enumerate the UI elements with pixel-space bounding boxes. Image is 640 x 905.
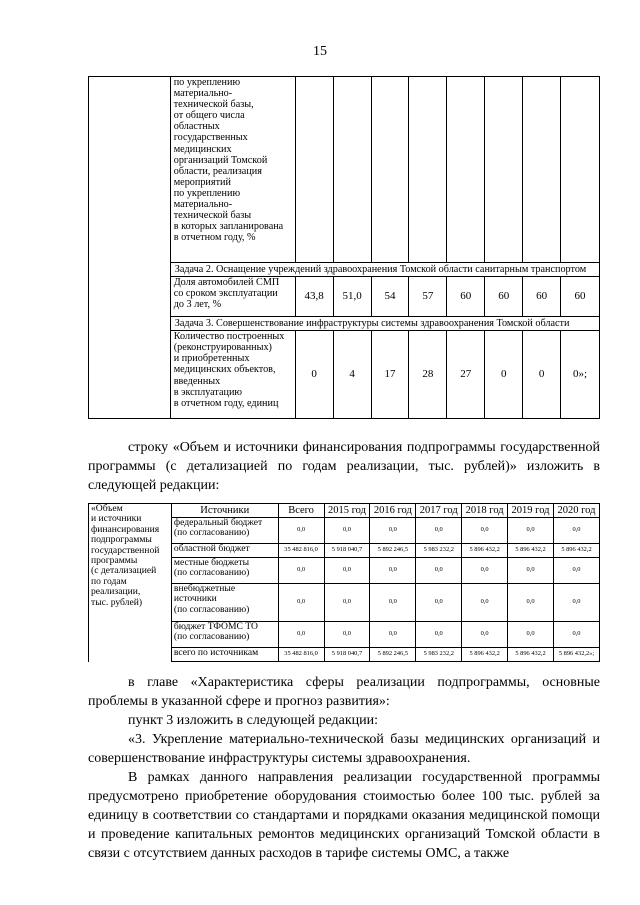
indicator1-name: по укреплению материально- технической базы, от общего числа областных государственных медицинских организаций Томской области, реализация мероприятий по укреплению материально- технической базы в которых запланирована в отчетном году, %: [170, 77, 295, 263]
funding-left-label: «Объем и источники финансирования подпрограммы государственной программы (с детализацией по годам реализации, тыс. рублей): [89, 504, 172, 662]
value-cell: 0,0: [416, 558, 462, 584]
value-cell: 0,0: [553, 584, 599, 622]
indicators-table: [88, 76, 600, 419]
task2-label: Задача 2. Оснащение учреждений здравоохранения Томской области санитарным транспортом: [170, 263, 599, 277]
value-cell: 60: [485, 277, 523, 317]
value-cell: 27: [447, 331, 485, 419]
empty-cell: [89, 77, 171, 419]
value-cell: 5 892 246,5: [370, 648, 416, 662]
value-cell: 0,0: [462, 622, 508, 648]
value-cell: 0,0: [324, 622, 370, 648]
value-cell: 5 896 432,2: [553, 544, 599, 558]
source-label: областной бюджет: [171, 544, 278, 558]
value-cell: 43,8: [295, 277, 333, 317]
value-cell: 0,0: [508, 558, 554, 584]
funding-header-row: [89, 504, 600, 518]
value-cell: 0,0: [462, 518, 508, 544]
value-cell: 0,0: [278, 518, 324, 544]
value-cell: 0,0: [278, 622, 324, 648]
value-cell: 0,0: [370, 622, 416, 648]
funding-table: [88, 503, 600, 662]
value-cell: 0,0: [508, 584, 554, 622]
value-cell: 0: [485, 331, 523, 419]
value-cell: 0,0: [370, 584, 416, 622]
paragraph-item3: пункт 3 изложить в следующей редакции:: [128, 713, 378, 728]
value-cell: 35 482 816,0: [278, 648, 324, 662]
value-cell: 5 983 232,2: [416, 544, 462, 558]
paragraph-body: В рамках данного направления реализации государственной программы предусмотрено приобретение оборудования стоимостью более 100 тыс. рублей за единицу в соответствии со стандартами и порядками оказания медицинской помощи и проведение капитальных ремонтов медицинских организаций Томской области в связи с отсутствием данных расходов в тарифе системы ОМС, а также: [88, 770, 600, 861]
value-cell: 54: [371, 277, 409, 317]
value-cell: 5 892 246,5: [370, 544, 416, 558]
indicator2-name: Доля автомобилей СМП со сроком эксплуатации до 3 лет, %: [170, 277, 295, 317]
indicator1-row: [89, 77, 600, 263]
value-cell: 60: [447, 277, 485, 317]
value-cell: 5 983 232,2: [416, 648, 462, 662]
value-cell: 5 918 040,7: [324, 648, 370, 662]
value-cell: 0,0: [324, 584, 370, 622]
source-label: федеральный бюджет (по согласованию): [171, 518, 278, 544]
value-cell: 17: [371, 331, 409, 419]
value-cell: 0,0: [370, 558, 416, 584]
page-number: 15: [313, 44, 327, 59]
header-year: 2018 год: [462, 504, 508, 518]
value-cell: 28: [409, 331, 447, 419]
value-cell: 0,0: [416, 584, 462, 622]
value-cell: 4: [333, 331, 371, 419]
header-year: 2017 год: [416, 504, 462, 518]
value-cell: 0,0: [462, 584, 508, 622]
header-sources: Источники: [171, 504, 278, 518]
value-cell: 5 896 432,2: [462, 648, 508, 662]
value-cell: 57: [409, 277, 447, 317]
value-cell: 0,0: [508, 622, 554, 648]
header-total: Всего: [278, 504, 324, 518]
value-cell: 5 896 432,2: [508, 648, 554, 662]
value-cell: 0,0: [278, 584, 324, 622]
value-cell: 0,0: [553, 558, 599, 584]
value-cell: 0,0: [416, 518, 462, 544]
header-year: 2016 год: [370, 504, 416, 518]
paragraph-funding-intro: строку «Объем и источники финансирования подпрограммы государственной программы (с детализацией по годам реализации, тыс. рублей)» изложить в следующей редакции:: [88, 440, 600, 493]
source-label: внебюджетные источники (по согласованию): [171, 584, 278, 622]
indicator3-name: Количество построенных (реконструированных) и приобретенных медицинских объектов, введенных в эксплуатацию в отчетном году, единиц: [170, 331, 295, 419]
value-cell: 35 482 816,0: [278, 544, 324, 558]
value-cell: 5 896 432,2: [462, 544, 508, 558]
value-cell: 0,0: [508, 518, 554, 544]
value-cell: 0,0: [462, 558, 508, 584]
value-cell: 0,0: [553, 518, 599, 544]
value-cell: 5 896 432,2»;: [553, 648, 599, 662]
header-year: 2015 год: [324, 504, 370, 518]
paragraph-chapter: в главе «Характеристика сферы реализации подпрограммы, основные проблемы в указанной сфере и прогноз развития»:: [88, 675, 600, 709]
value-cell: 0: [295, 331, 333, 419]
value-cell: 5 896 432,2: [508, 544, 554, 558]
value-cell: 60: [523, 277, 561, 317]
paragraph-heading3: «3. Укрепление материально-технической базы медицинских организаций и совершенствование инфраструктуры системы здравоохранения.: [88, 732, 600, 766]
value-cell: 0»;: [561, 331, 600, 419]
source-label: местные бюджеты (по согласованию): [171, 558, 278, 584]
value-cell: 5 918 040,7: [324, 544, 370, 558]
value-cell: 60: [561, 277, 600, 317]
value-cell: 0,0: [324, 518, 370, 544]
task3-label: Задача 3. Совершенствование инфраструктуры системы здравоохранения Томской области: [170, 317, 599, 331]
value-cell: 51,0: [333, 277, 371, 317]
value-cell: 0,0: [416, 622, 462, 648]
value-cell: 0: [523, 331, 561, 419]
value-cell: 0,0: [278, 558, 324, 584]
source-label: бюджет ТФОМС ТО (по согласованию): [171, 622, 278, 648]
value-cell: 0,0: [370, 518, 416, 544]
header-year: 2019 год: [508, 504, 554, 518]
value-cell: 0,0: [324, 558, 370, 584]
value-cell: 0,0: [553, 622, 599, 648]
source-label: всего по источникам: [171, 648, 278, 662]
header-year: 2020 год: [553, 504, 599, 518]
